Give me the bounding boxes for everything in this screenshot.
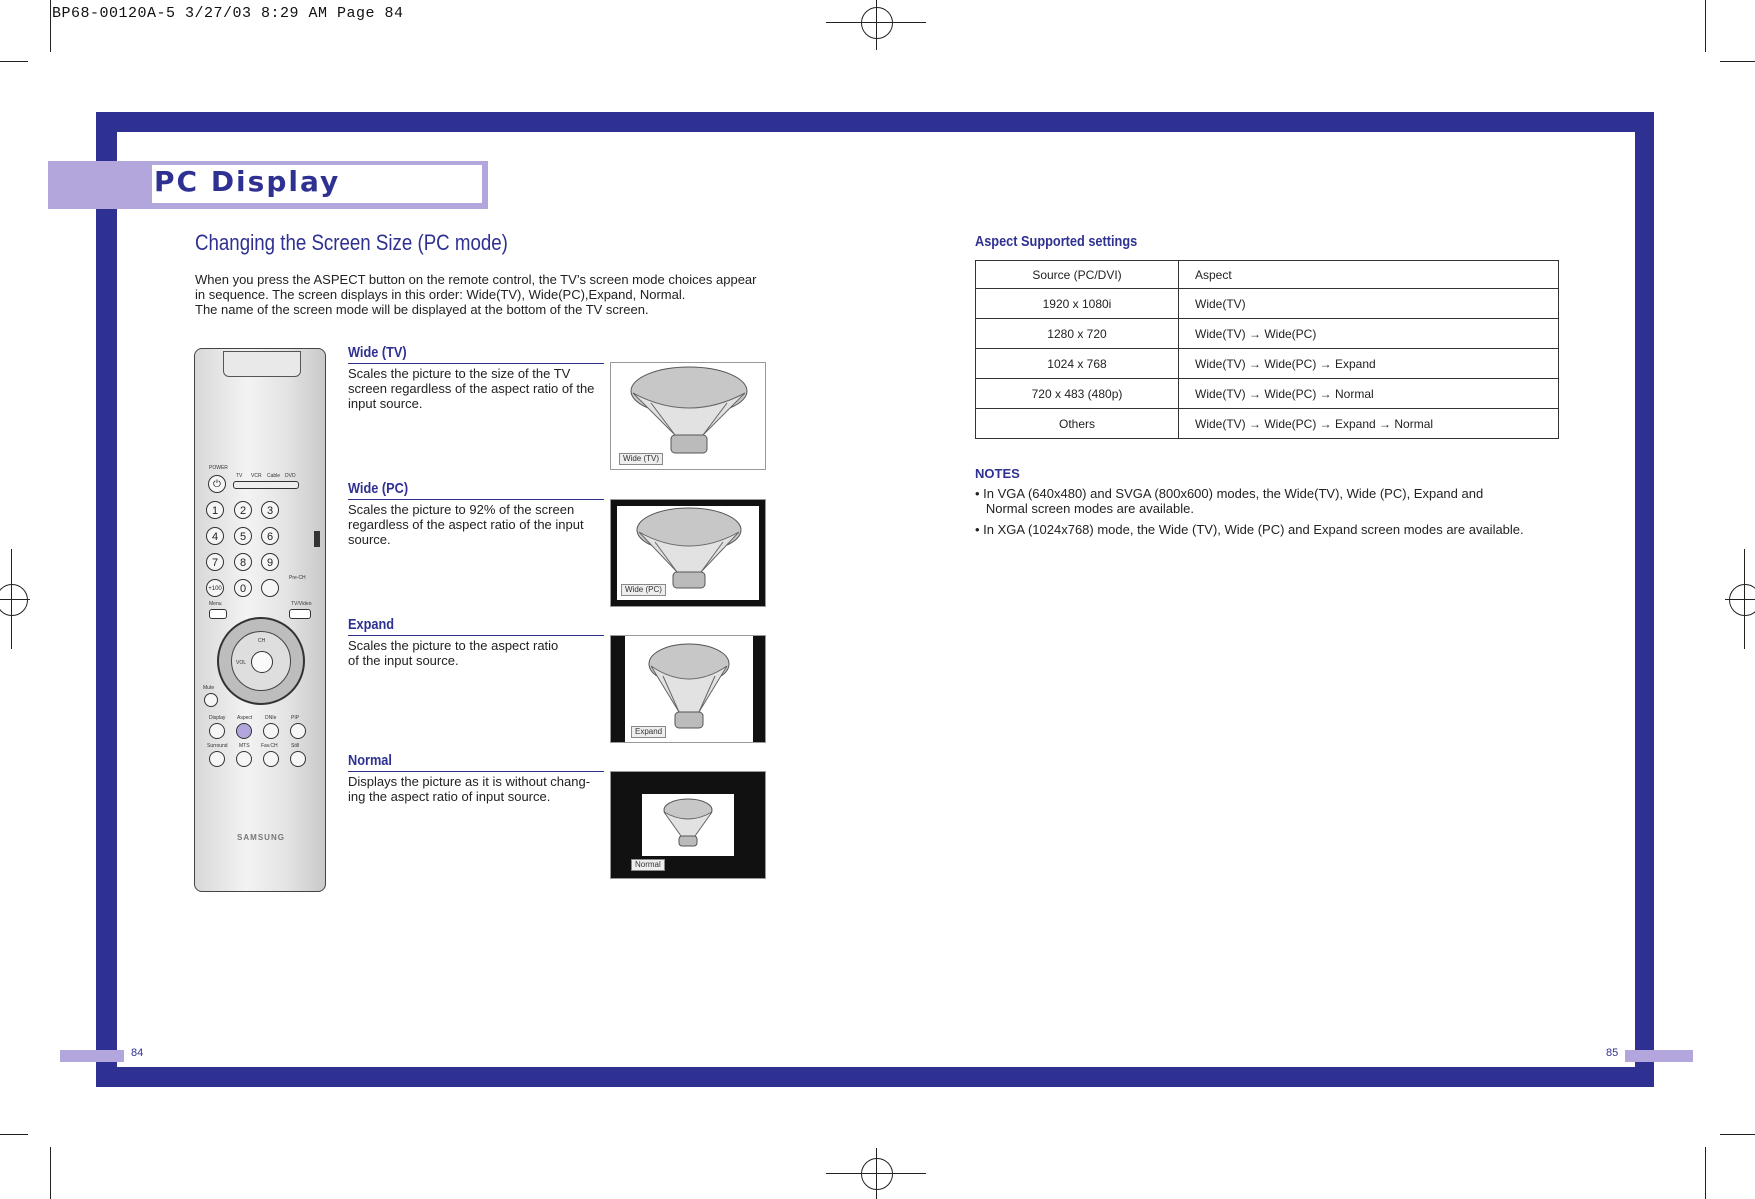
remote-label: TV <box>236 473 243 479</box>
remote-label: VCR <box>251 473 262 479</box>
digit-button: 9 <box>261 553 279 571</box>
description-line: of the input source. <box>348 653 459 668</box>
note-line: Normal screen modes are available. <box>975 501 1194 516</box>
mode-title-normal: Normal <box>348 752 392 769</box>
intro-line: When you press the ASPECT button on the remote control, the TV’s screen mode choices appear <box>195 272 757 287</box>
notes-title: NOTES <box>975 466 1020 481</box>
remote-label: Aspect <box>237 715 253 721</box>
table-cell: Wide(TV) → Wide(PC) → Normal <box>1179 379 1559 409</box>
description-line: ing the aspect ratio of input source. <box>348 789 551 804</box>
description-line: Scales the picture to the aspect ratio <box>348 638 559 653</box>
digit-button: 3 <box>261 501 279 519</box>
mts-button <box>236 751 252 767</box>
remote-label: CH <box>258 638 266 644</box>
table-cell: 720 x 483 (480p) <box>976 379 1179 409</box>
mode-description-wide-tv <box>348 366 604 411</box>
page-number-left: 84 <box>131 1047 144 1059</box>
table-cell: Wide(TV) → Wide(PC) <box>1179 319 1559 349</box>
section-title: PC Display <box>154 165 341 198</box>
remote-label: Menu <box>209 601 222 607</box>
remote-label: Still <box>291 743 300 749</box>
intro-paragraph <box>195 272 775 317</box>
note-item <box>975 486 1595 516</box>
pip-button <box>290 723 306 739</box>
remote-label: Display <box>209 715 226 721</box>
description-line: source. <box>348 532 391 547</box>
crop-mark <box>1720 61 1755 62</box>
note-item <box>975 522 1595 537</box>
page-number-tab <box>60 1050 124 1062</box>
digit-button: 1 <box>206 501 224 519</box>
screen-mode-label: Normal <box>631 859 665 871</box>
mode-description-expand <box>348 638 604 668</box>
digit-button: 6 <box>261 527 279 545</box>
aspect-table-title: Aspect Supported settings <box>975 233 1138 250</box>
registration-mark <box>0 584 28 616</box>
aspect-button <box>236 723 252 739</box>
table-header-cell: Source (PC/DVI) <box>976 261 1179 289</box>
still-button <box>290 751 306 767</box>
crop-mark <box>1705 0 1706 52</box>
digit-button: 7 <box>206 553 224 571</box>
aspect-supported-table <box>975 260 1559 439</box>
remote-label: DNIe <box>265 715 277 721</box>
note-line: • In XGA (1024x768) mode, the Wide (TV), Wide (PC) and Expand screen modes are available. <box>975 522 1524 537</box>
remote-label: VOL <box>236 660 247 666</box>
description-line: regardless of the aspect ratio of the input <box>348 517 584 532</box>
table-row <box>976 379 1559 409</box>
mode-title-wide-tv: Wide (TV) <box>348 344 407 361</box>
table-row <box>976 319 1559 349</box>
crop-mark <box>0 61 28 62</box>
remote-brand: SAMSUNG <box>237 833 285 842</box>
registration-mark <box>1729 584 1755 616</box>
table-header-row <box>976 261 1559 289</box>
remote-label: Cable <box>267 473 281 479</box>
note-line: • In VGA (640x480) and SVGA (800x600) modes, the Wide(TV), Wide (PC), Expand and <box>975 486 1484 501</box>
prech-button <box>261 579 279 597</box>
screen-mode-label: Wide (TV) <box>619 453 663 465</box>
table-cell: Others <box>976 409 1179 439</box>
page-number-tab <box>1625 1050 1693 1062</box>
remote-label: TV/Video <box>291 601 312 607</box>
screen-example-normal <box>610 771 766 879</box>
digit-button: 2 <box>234 501 252 519</box>
mode-divider <box>348 499 604 500</box>
menu-button <box>209 609 227 619</box>
table-cell: Wide(TV) <box>1179 289 1559 319</box>
printer-slug: BP68-00120A-5 3/27/03 8:29 AM Page 84 <box>52 5 404 22</box>
remote-label: Surround <box>207 743 228 749</box>
display-button <box>209 723 225 739</box>
remote-label: PIP <box>291 715 300 721</box>
description-line: Displays the picture as it is without chang- <box>348 774 591 789</box>
crop-mark <box>50 1147 51 1199</box>
mode-description-normal <box>348 774 604 804</box>
screen-mode-label: Wide (PC) <box>621 584 666 596</box>
remote-label: MTS <box>239 743 250 749</box>
crop-mark <box>0 1134 28 1135</box>
favch-button <box>263 751 279 767</box>
tvvideo-button <box>289 609 311 619</box>
digit-button: +100 <box>206 579 224 597</box>
digit-button: 4 <box>206 527 224 545</box>
screen-example-wide-pc <box>610 499 766 607</box>
dnie-button <box>263 723 279 739</box>
page-heading: Changing the Screen Size (PC mode) <box>195 230 508 255</box>
mute-button <box>204 693 218 707</box>
table-row <box>976 349 1559 379</box>
remote-label: Fav.CH <box>261 743 278 749</box>
remote-label: POWER <box>209 465 228 471</box>
remote-top-cap <box>223 351 301 377</box>
page-number-right: 85 <box>1606 1047 1619 1059</box>
surround-button <box>209 751 225 767</box>
digit-button: 5 <box>234 527 252 545</box>
mode-description-wide-pc <box>348 502 604 547</box>
description-line: screen regardless of the aspect ratio of the <box>348 381 595 396</box>
dial-inner <box>231 631 291 691</box>
remote-control-illustration <box>194 348 326 892</box>
enter-button <box>251 651 273 673</box>
remote-label: Mute <box>203 685 215 691</box>
mode-divider <box>348 635 604 636</box>
intro-line: in sequence. The screen displays in this order: Wide(TV), Wide(PC),Expand, Normal. <box>195 287 686 302</box>
crop-mark <box>1705 1147 1706 1199</box>
source-bar <box>233 481 299 489</box>
screen-example-wide-tv <box>610 362 766 470</box>
registration-mark <box>861 7 893 39</box>
screen-mode-label: Expand <box>631 726 666 738</box>
power-button: ⏻ <box>208 475 226 493</box>
description-line: Scales the picture to 92% of the screen <box>348 502 575 517</box>
navigation-dial <box>217 617 305 705</box>
digit-button: 8 <box>234 553 252 571</box>
table-cell: 1280 x 720 <box>976 319 1179 349</box>
description-line: input source. <box>348 396 423 411</box>
screen-example-expand <box>610 635 766 743</box>
mode-title-expand: Expand <box>348 616 395 633</box>
mode-divider <box>348 363 604 364</box>
remote-label: DVD <box>285 473 296 479</box>
crop-mark <box>1720 1134 1755 1135</box>
intro-line: The name of the screen mode will be displayed at the bottom of the TV screen. <box>195 302 649 317</box>
mode-title-wide-pc: Wide (PC) <box>348 480 409 497</box>
description-line: Scales the picture to the size of the TV <box>348 366 571 381</box>
crop-mark <box>50 0 51 52</box>
table-cell: Wide(TV) → Wide(PC) → Expand <box>1179 349 1559 379</box>
registration-mark <box>861 1158 893 1190</box>
mode-divider <box>348 771 604 772</box>
table-row <box>976 289 1559 319</box>
digit-button: 0 <box>234 579 252 597</box>
table-cell: 1920 x 1080i <box>976 289 1179 319</box>
remote-side-tab <box>314 531 320 547</box>
table-cell: Wide(TV) → Wide(PC) → Expand → Normal <box>1179 409 1559 439</box>
table-cell: 1024 x 768 <box>976 349 1179 379</box>
table-row <box>976 409 1559 439</box>
table-header-cell: Aspect <box>1179 261 1559 289</box>
remote-label: Pre-CH <box>289 575 306 581</box>
